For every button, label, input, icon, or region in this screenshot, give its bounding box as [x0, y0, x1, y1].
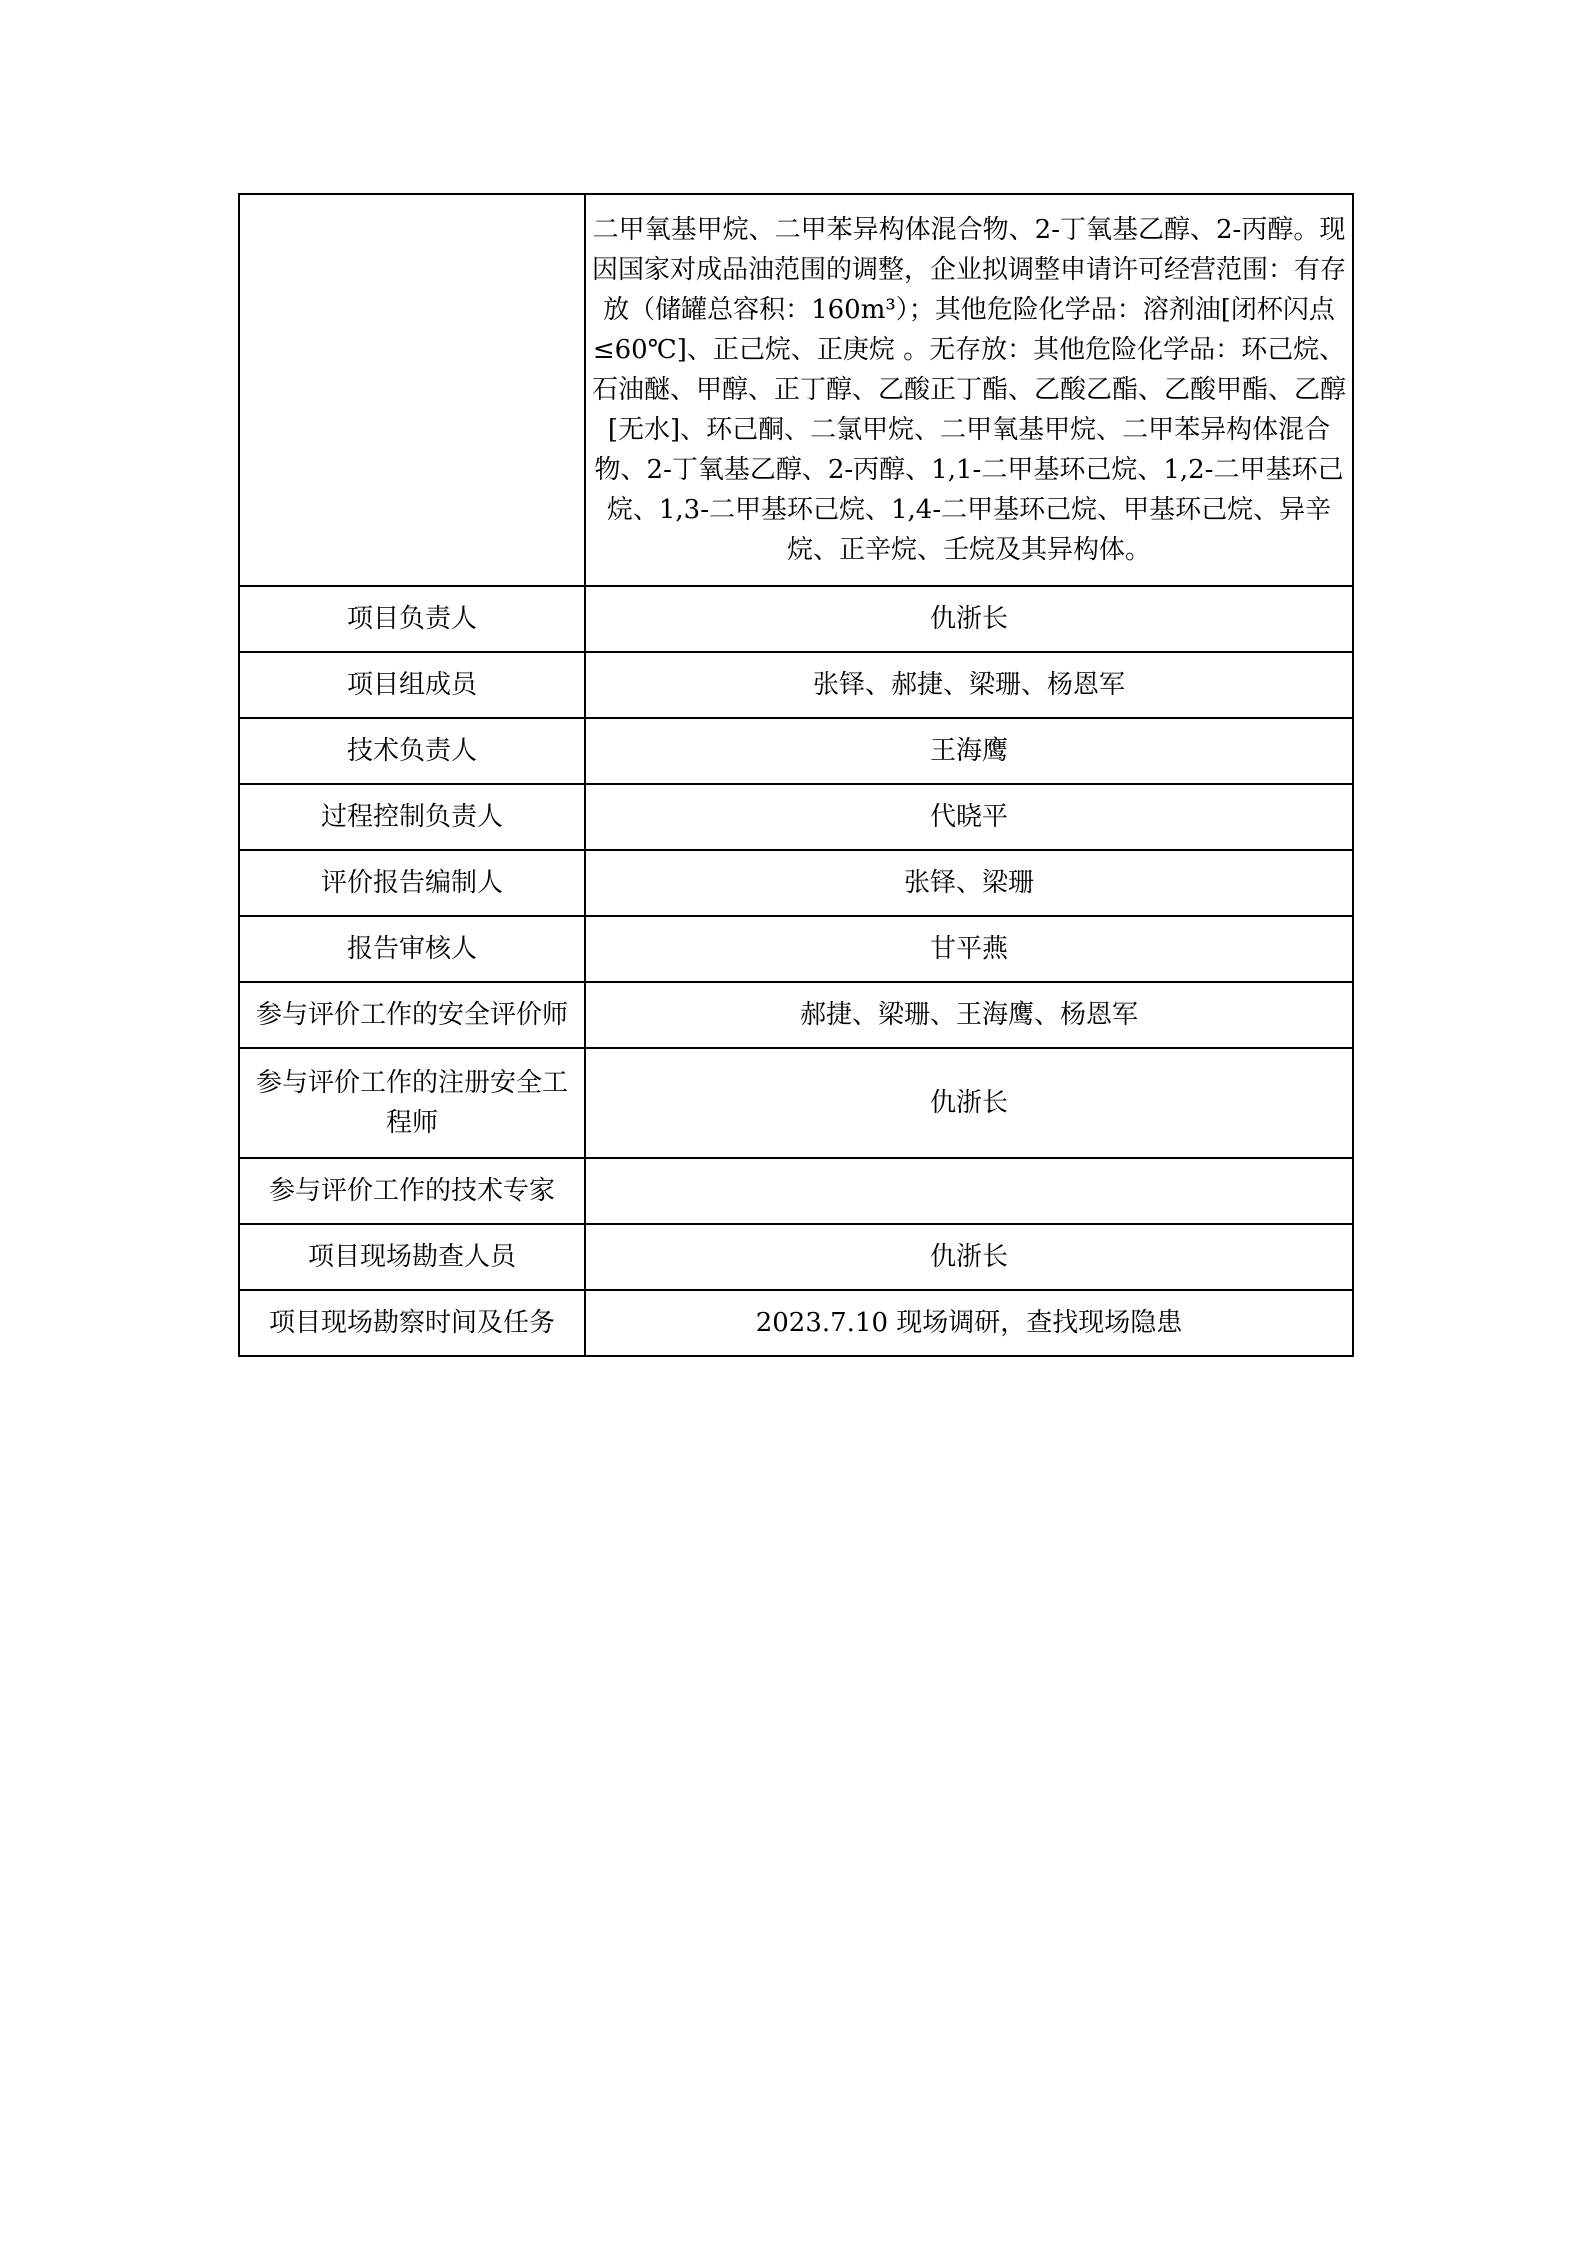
table-row — [239, 850, 1353, 916]
row-label-technical-experts: 参与评价工作的技术专家 — [239, 1158, 585, 1224]
table-row — [239, 916, 1353, 982]
row-label-technical-lead: 技术负责人 — [239, 718, 585, 784]
row-value-report-author: 张铎、梁珊 — [585, 850, 1353, 916]
row-value-project-leader: 仇浙长 — [585, 586, 1353, 652]
table-row — [239, 652, 1353, 718]
row-label-safety-assessors: 参与评价工作的安全评价师 — [239, 982, 585, 1048]
row-label-report-reviewer: 报告审核人 — [239, 916, 585, 982]
project-info-table — [238, 193, 1354, 1357]
row-label-site-survey-time-task: 项目现场勘察时间及任务 — [239, 1290, 585, 1356]
row-label-project-leader: 项目负责人 — [239, 586, 585, 652]
row-label-process-control-lead: 过程控制负责人 — [239, 784, 585, 850]
row-value-site-survey-time-task: 2023.7.10 现场调研，查找现场隐患 — [585, 1290, 1353, 1356]
row-label-report-author: 评价报告编制人 — [239, 850, 585, 916]
table-row — [239, 586, 1353, 652]
table-row — [239, 982, 1353, 1048]
row-label-site-survey-staff: 项目现场勘查人员 — [239, 1224, 585, 1290]
table-row — [239, 718, 1353, 784]
row-label-team-members: 项目组成员 — [239, 652, 585, 718]
table-row — [239, 1290, 1353, 1356]
row-value-technical-experts — [585, 1158, 1353, 1224]
row-value-process-control-lead: 代晓平 — [585, 784, 1353, 850]
row-value-safety-assessors: 郝捷、梁珊、王海鹰、杨恩军 — [585, 982, 1353, 1048]
row-label-registered-safety-engineers: 参与评价工作的注册安全工程师 — [239, 1048, 585, 1158]
business-scope-label-cell — [239, 194, 585, 586]
row-value-site-survey-staff: 仇浙长 — [585, 1224, 1353, 1290]
row-value-registered-safety-engineers: 仇浙长 — [585, 1048, 1353, 1158]
table-row — [239, 1158, 1353, 1224]
row-value-report-reviewer: 甘平燕 — [585, 916, 1353, 982]
table-row — [239, 784, 1353, 850]
table-row-business-scope — [239, 194, 1353, 586]
business-scope-text: 二甲氧基甲烷、二甲苯异构体混合物、2-丁氧基乙醇、2-丙醇。现因国家对成品油范围的调整，企业拟调整申请许可经营范围：有存放（储罐总容积：160m³）；其他危险化学品：溶剂油[闭杯闪点≤60℃]、正己烷、正庚烷 。无存放：其他危险化学品：环己烷、石油醚、甲醇、正丁醇、乙酸正丁酯、乙酸乙酯、乙酸甲酯、乙醇[无水]、环己酮、二氯甲烷、二甲氧基甲烷、二甲苯异构体混合物、2-丁氧基乙醇、2-丙醇、1,1-二甲基环己烷、1,2-二甲基环己烷、1,3-二甲基环己烷、1,4-二甲基环己烷、甲基环己烷、异辛烷、正辛烷、壬烷及其异构体。 — [585, 194, 1353, 586]
row-value-technical-lead: 王海鹰 — [585, 718, 1353, 784]
table-row — [239, 1224, 1353, 1290]
row-value-team-members: 张铎、郝捷、梁珊、杨恩军 — [585, 652, 1353, 718]
table-row — [239, 1048, 1353, 1158]
